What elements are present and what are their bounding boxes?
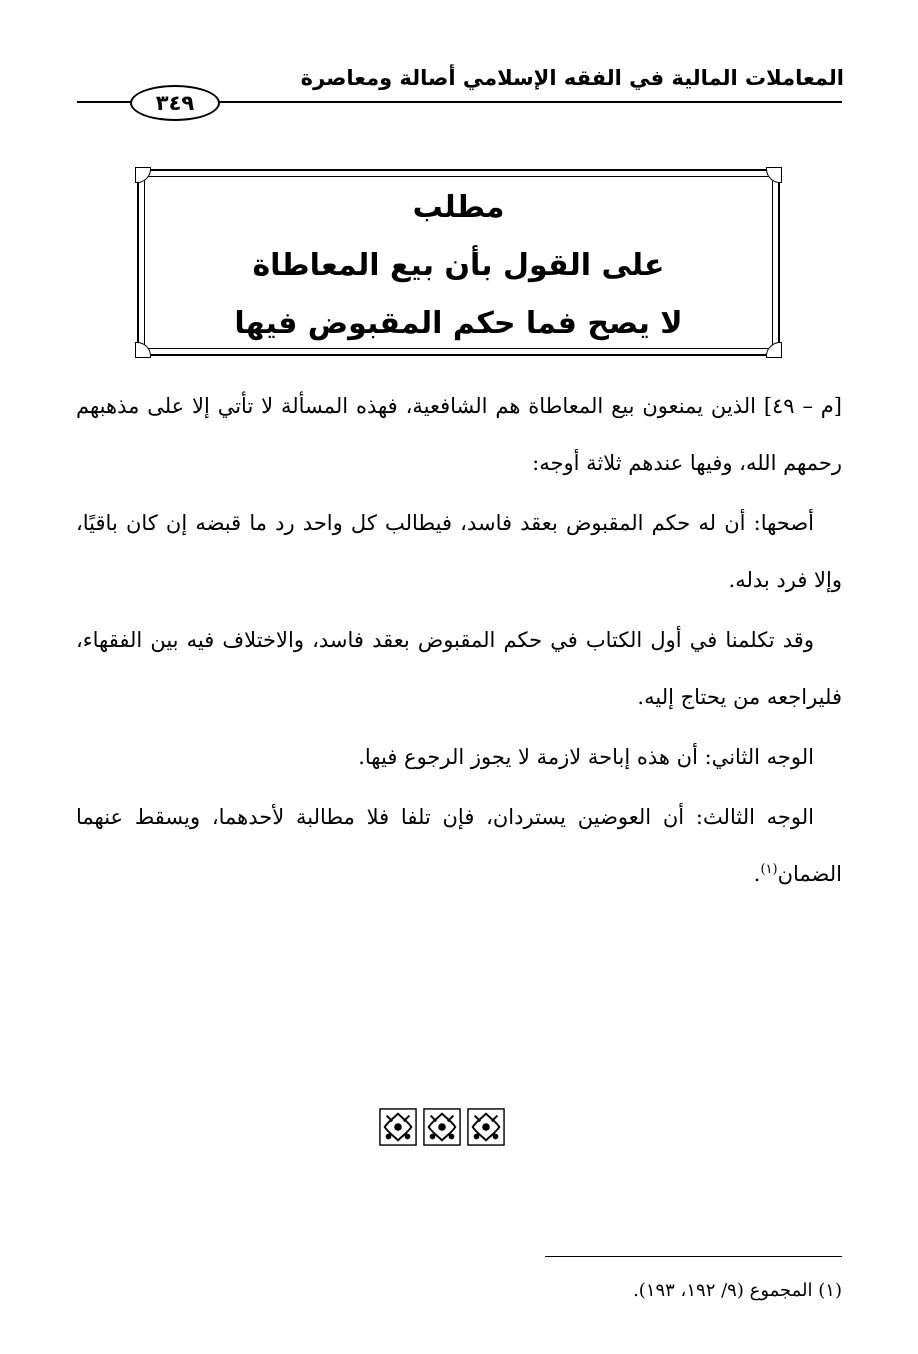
running-header-title: المعاملات المالية في الفقه الإسلامي أصالة ومعاصرة bbox=[300, 66, 844, 90]
footnote-separator bbox=[545, 1256, 842, 1257]
paragraph-with-footnote bbox=[76, 789, 842, 903]
floral-ornament-icon bbox=[423, 1108, 461, 1146]
paragraph-text: الوجه الثالث: أن العوضين يستردان، فإن تلفا فلا مطالبة لأحدهما، ويسقط عنهما الضمان bbox=[76, 805, 842, 886]
paragraph: الوجه الثاني: أن هذه إباحة لازمة لا يجوز الرجوع فيها. bbox=[358, 745, 814, 769]
section-title-line-2: على القول بأن بيع المعاطاة bbox=[252, 248, 665, 283]
paragraph-end-punctuation: . bbox=[753, 862, 761, 886]
footnote: (١) المجموع (٩/ ١٩٢، ١٩٣). bbox=[633, 1280, 842, 1301]
body-text bbox=[76, 378, 842, 906]
paragraph: وقد تكلمنا في أول الكتاب في حكم المقبوض بعقد فاسد، والاختلاف فيه بين الفقهاء، فليراجعه من يحتاج إليه. bbox=[76, 628, 842, 709]
page-number: ٣٤٩ bbox=[130, 85, 220, 121]
section-title-line-3: لا يصح فما حكم المقبوض فيها bbox=[234, 306, 683, 341]
paragraph: أصحها: أن له حكم المقبوض بعقد فاسد، فيطالب كل واحد رد ما قبضه إن كان باقيًا، وإلا فرد بدله. bbox=[76, 511, 842, 592]
section-heading: مطلب bbox=[412, 190, 505, 225]
paragraph: [م – ٤٩] الذين يمنعون بيع المعاطاة هم الشافعية، فهذه المسألة لا تأتي إلا على مذهبهم رحمهم الله، وفيها عندهم ثلاثة أوجه: bbox=[76, 394, 842, 475]
frame-corner-ornament bbox=[766, 167, 782, 183]
frame-corner-ornament bbox=[135, 167, 151, 183]
section-end-ornament bbox=[378, 1108, 506, 1148]
footnote-marker: (١) bbox=[760, 862, 778, 877]
floral-ornament-icon bbox=[379, 1108, 417, 1146]
section-title-frame bbox=[137, 169, 780, 356]
floral-ornament-icon bbox=[467, 1108, 505, 1146]
